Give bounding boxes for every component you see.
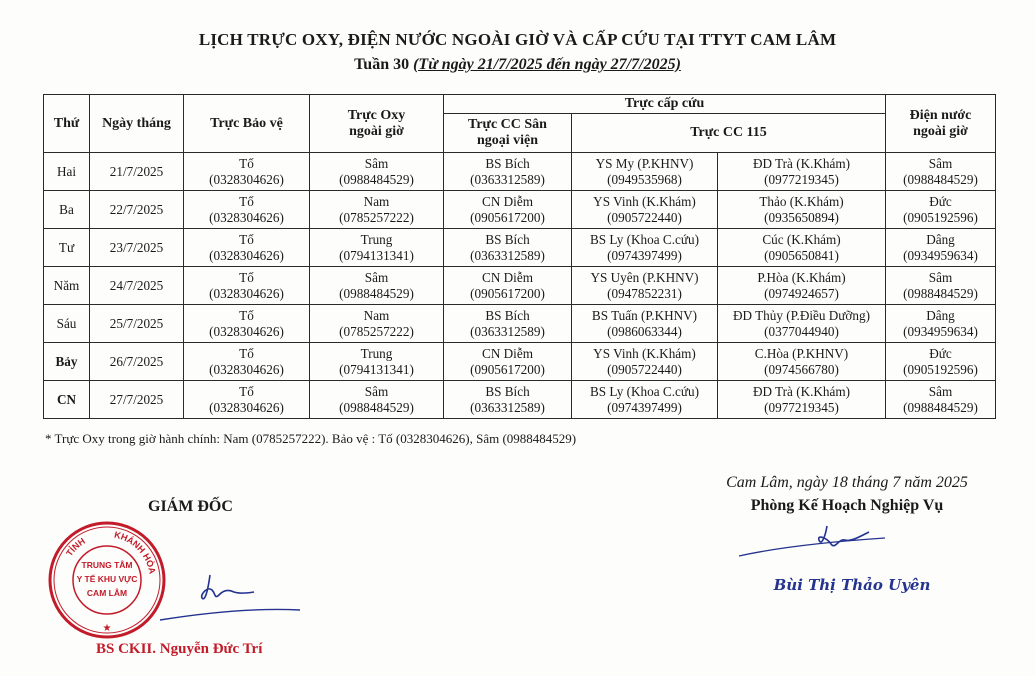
header-truc-cc-115: Trực CC 115 bbox=[572, 114, 886, 153]
cell-name: Tố bbox=[239, 383, 254, 399]
cell-phone: (0974924657) bbox=[764, 285, 839, 301]
header-truc-oxy bbox=[310, 95, 444, 153]
cell-cc115-b bbox=[718, 229, 886, 267]
cell-thu: Năm bbox=[44, 267, 90, 305]
cell-bao-ve bbox=[184, 267, 310, 305]
cell-thu: Ba bbox=[44, 191, 90, 229]
cell-name: YS My (P.KHNV) bbox=[595, 155, 694, 171]
cell-cc115-b bbox=[718, 153, 886, 191]
document-title: LỊCH TRỰC OXY, ĐIỆN NƯỚC NGOÀI GIỜ VÀ CẤP CỨU TẠI TTYT CAM LÂM bbox=[198, 30, 837, 49]
header-dien-nuoc bbox=[886, 95, 996, 153]
cell-ngay-thang: 26/7/2025 bbox=[90, 343, 184, 381]
cell-phone: (0785257222) bbox=[339, 209, 414, 225]
cell-oxy bbox=[310, 229, 444, 267]
cell-phone: (0905192596) bbox=[903, 209, 978, 225]
cell-phone: (0328304626) bbox=[209, 247, 284, 263]
cell-phone: (0794131341) bbox=[339, 361, 414, 377]
cell-phone: (0377044940) bbox=[764, 323, 839, 339]
cell-oxy bbox=[310, 191, 444, 229]
cell-name: BS Bích bbox=[485, 383, 530, 399]
cell-phone: (0988484529) bbox=[339, 285, 414, 301]
cell-cc115-b bbox=[718, 191, 886, 229]
cell-thu: Sáu bbox=[44, 305, 90, 343]
cell-cc-san bbox=[444, 343, 572, 381]
cell-ngay-thang: 27/7/2025 bbox=[90, 381, 184, 419]
header-truc-oxy-label: Trực Oxy ngoài giờ bbox=[347, 107, 406, 139]
cell-phone: (0905722440) bbox=[607, 361, 682, 377]
cell-name: Sâm bbox=[364, 155, 389, 171]
cell-phone: (0905617200) bbox=[470, 209, 545, 225]
stamp-mid-text: Y TẾ KHU VỰC bbox=[76, 574, 138, 584]
director-name: BS CKII. Nguyễn Đức Trí bbox=[96, 641, 263, 657]
department-title: Phòng Kế Hoạch Nghiệp Vụ bbox=[750, 497, 944, 514]
header-truc-cc-san bbox=[444, 114, 572, 153]
cell-thu: Hai bbox=[44, 153, 90, 191]
date-range: (Từ ngày 21/7/2025 đến ngày 27/7/2025) bbox=[413, 56, 681, 73]
header-truc-cc-san-label: Trực CC Sân ngoại viện bbox=[468, 117, 547, 148]
cell-name: Nam bbox=[363, 193, 390, 209]
cell-name: ĐD Trà (K.Khám) bbox=[752, 155, 851, 171]
cell-phone: (0905192596) bbox=[903, 361, 978, 377]
cell-name: Dâng bbox=[926, 307, 955, 323]
cell-cc115-b bbox=[718, 267, 886, 305]
cell-phone: (0974566780) bbox=[764, 361, 839, 377]
cell-name: ĐD Thủy (P.Điều Dưỡng) bbox=[733, 307, 870, 323]
cell-thu: Tư bbox=[44, 229, 90, 267]
week-label: Tuần 30 bbox=[354, 56, 410, 73]
cell-cc115-a bbox=[572, 191, 718, 229]
cell-name: Tố bbox=[239, 345, 254, 361]
cell-phone: (0988484529) bbox=[339, 171, 414, 187]
header-thu: Thứ bbox=[44, 95, 90, 153]
cell-ngay-thang: 25/7/2025 bbox=[90, 305, 184, 343]
cell-cc115-a bbox=[572, 381, 718, 419]
cell-phone: (0328304626) bbox=[209, 361, 284, 377]
cell-phone: (0974397499) bbox=[607, 399, 682, 415]
cell-cc-san bbox=[444, 267, 572, 305]
cell-dien-nuoc bbox=[886, 305, 996, 343]
header-truc-cap-cuu: Trực cấp cứu bbox=[444, 95, 886, 114]
cell-name: Trung bbox=[360, 345, 393, 361]
director-title: GIÁM ĐỐC bbox=[148, 498, 233, 515]
cell-name: YS Vinh (K.Khám) bbox=[593, 193, 696, 209]
cell-name: YS Uyên (P.KHNV) bbox=[590, 269, 699, 285]
cell-phone: (0988484529) bbox=[903, 399, 978, 415]
cell-cc115-b bbox=[718, 381, 886, 419]
cell-bao-ve bbox=[184, 191, 310, 229]
table-row bbox=[44, 343, 996, 381]
header-ngay-thang: Ngày tháng bbox=[90, 95, 184, 153]
cell-phone: (0947852231) bbox=[607, 285, 682, 301]
cell-phone: (0363312589) bbox=[470, 171, 545, 187]
cell-name: CN Diễm bbox=[482, 269, 533, 285]
cell-name: Tố bbox=[239, 193, 254, 209]
cell-thu: Bảy bbox=[44, 343, 90, 381]
cell-name: Trung bbox=[360, 231, 393, 247]
cell-phone: (0905617200) bbox=[470, 285, 545, 301]
cell-dien-nuoc bbox=[886, 153, 996, 191]
table-row bbox=[44, 267, 996, 305]
cell-name: Dâng bbox=[926, 231, 955, 247]
cell-phone: (0935650894) bbox=[764, 209, 839, 225]
cell-phone: (0794131341) bbox=[339, 247, 414, 263]
cell-cc115-b bbox=[718, 305, 886, 343]
cell-cc-san bbox=[444, 191, 572, 229]
cell-dien-nuoc bbox=[886, 343, 996, 381]
cell-phone: (0988484529) bbox=[903, 171, 978, 187]
cell-cc115-a bbox=[572, 267, 718, 305]
cell-phone: (0363312589) bbox=[470, 323, 545, 339]
cell-oxy bbox=[310, 267, 444, 305]
cell-phone: (0934959634) bbox=[903, 247, 978, 263]
cell-bao-ve bbox=[184, 343, 310, 381]
document-subtitle bbox=[0, 56, 1035, 74]
cell-name: CN Diễm bbox=[482, 193, 533, 209]
svg-text:★: ★ bbox=[102, 623, 112, 634]
cell-phone: (0328304626) bbox=[209, 399, 284, 415]
department-signature bbox=[735, 520, 895, 570]
cell-name: BS Bích bbox=[485, 307, 530, 323]
cell-ngay-thang: 22/7/2025 bbox=[90, 191, 184, 229]
cell-bao-ve bbox=[184, 305, 310, 343]
cell-cc115-a bbox=[572, 229, 718, 267]
cell-bao-ve bbox=[184, 381, 310, 419]
stamp-ring-left: TỈNH bbox=[64, 535, 87, 559]
cell-name: BS Ly (Khoa C.cứu) bbox=[590, 231, 699, 247]
cell-phone: (0949535968) bbox=[607, 171, 682, 187]
table-row bbox=[44, 229, 996, 267]
cell-name: BS Bích bbox=[485, 231, 530, 247]
cell-dien-nuoc bbox=[886, 229, 996, 267]
cell-name: CN Diễm bbox=[482, 345, 533, 361]
cell-name: Đức bbox=[929, 193, 952, 209]
cell-phone: (0905617200) bbox=[470, 361, 545, 377]
stamp-ring-right: KHÁNH HÒA bbox=[113, 529, 158, 575]
cell-oxy bbox=[310, 381, 444, 419]
place-date: Cam Lâm, ngày 18 tháng 7 năm 2025 bbox=[726, 474, 968, 491]
cell-ngay-thang: 23/7/2025 bbox=[90, 229, 184, 267]
cell-phone: (0905722440) bbox=[607, 209, 682, 225]
cell-phone: (0977219345) bbox=[764, 399, 839, 415]
cell-name: Sâm bbox=[364, 383, 389, 399]
cell-dien-nuoc bbox=[886, 267, 996, 305]
cell-ngay-thang: 21/7/2025 bbox=[90, 153, 184, 191]
cell-dien-nuoc bbox=[886, 381, 996, 419]
cell-name: Tố bbox=[239, 155, 254, 171]
cell-name: Tố bbox=[239, 307, 254, 323]
cell-cc115-a bbox=[572, 153, 718, 191]
cell-name: Đức bbox=[929, 345, 952, 361]
cell-phone: (0988484529) bbox=[339, 399, 414, 415]
cell-oxy bbox=[310, 305, 444, 343]
stamp-top-text: TRUNG TÂM bbox=[81, 560, 133, 570]
cell-thu: CN bbox=[44, 381, 90, 419]
table-row bbox=[44, 153, 996, 191]
cell-oxy bbox=[310, 343, 444, 381]
cell-bao-ve bbox=[184, 153, 310, 191]
cell-phone: (0328304626) bbox=[209, 171, 284, 187]
cell-phone: (0785257222) bbox=[339, 323, 414, 339]
cell-name: Sâm bbox=[928, 155, 953, 171]
footnote: * Trực Oxy trong giờ hành chính: Nam (0785257222). Bảo vệ : Tố (0328304626), Sâm (0988484529) bbox=[45, 431, 577, 446]
cell-phone: (0328304626) bbox=[209, 285, 284, 301]
stamp-bottom-text: CAM LÂM bbox=[86, 588, 128, 598]
director-signature bbox=[150, 560, 310, 630]
cell-name: ĐD Trà (K.Khám) bbox=[752, 383, 851, 399]
cell-cc115-a bbox=[572, 305, 718, 343]
cell-dien-nuoc bbox=[886, 191, 996, 229]
cell-name: P.Hòa (K.Khám) bbox=[757, 269, 846, 285]
cell-name: BS Tuấn (P.KHNV) bbox=[591, 307, 698, 323]
cell-cc-san bbox=[444, 381, 572, 419]
cell-cc115-a bbox=[572, 343, 718, 381]
cell-name: Sâm bbox=[928, 383, 953, 399]
cell-name: YS Vinh (K.Khám) bbox=[593, 345, 696, 361]
cell-ngay-thang: 24/7/2025 bbox=[90, 267, 184, 305]
cell-phone: (0905650841) bbox=[764, 247, 839, 263]
cell-name: BS Bích bbox=[485, 155, 530, 171]
cell-phone: (0328304626) bbox=[209, 323, 284, 339]
cell-phone: (0974397499) bbox=[607, 247, 682, 263]
cell-cc-san bbox=[444, 153, 572, 191]
cell-name: C.Hòa (P.KHNV) bbox=[754, 345, 849, 361]
cell-name: Tố bbox=[239, 269, 254, 285]
cell-name: Sâm bbox=[928, 269, 953, 285]
cell-cc-san bbox=[444, 305, 572, 343]
cell-phone: (0986063344) bbox=[607, 323, 682, 339]
cell-phone: (0988484529) bbox=[903, 285, 978, 301]
cell-name: BS Ly (Khoa C.cứu) bbox=[590, 383, 699, 399]
duty-schedule-table bbox=[43, 94, 996, 419]
cell-cc-san bbox=[444, 229, 572, 267]
cell-name: Cúc (K.Khám) bbox=[762, 231, 841, 247]
header-truc-bao-ve: Trực Bảo vệ bbox=[184, 95, 310, 153]
department-signer-name: Bùi Thị Thảo Uyên bbox=[773, 576, 931, 594]
table-row bbox=[44, 191, 996, 229]
cell-name: Nam bbox=[363, 307, 390, 323]
cell-name: Tố bbox=[239, 231, 254, 247]
cell-phone: (0977219345) bbox=[764, 171, 839, 187]
header-dien-nuoc-label: Điện nước ngoài giờ bbox=[909, 107, 972, 139]
table-row bbox=[44, 305, 996, 343]
cell-oxy bbox=[310, 153, 444, 191]
table-row bbox=[44, 381, 996, 419]
cell-phone: (0363312589) bbox=[470, 247, 545, 263]
cell-bao-ve bbox=[184, 229, 310, 267]
cell-phone: (0934959634) bbox=[903, 323, 978, 339]
cell-cc115-b bbox=[718, 343, 886, 381]
cell-phone: (0363312589) bbox=[470, 399, 545, 415]
cell-phone: (0328304626) bbox=[209, 209, 284, 225]
cell-name: Thảo (K.Khám) bbox=[759, 193, 844, 209]
cell-name: Sâm bbox=[364, 269, 389, 285]
